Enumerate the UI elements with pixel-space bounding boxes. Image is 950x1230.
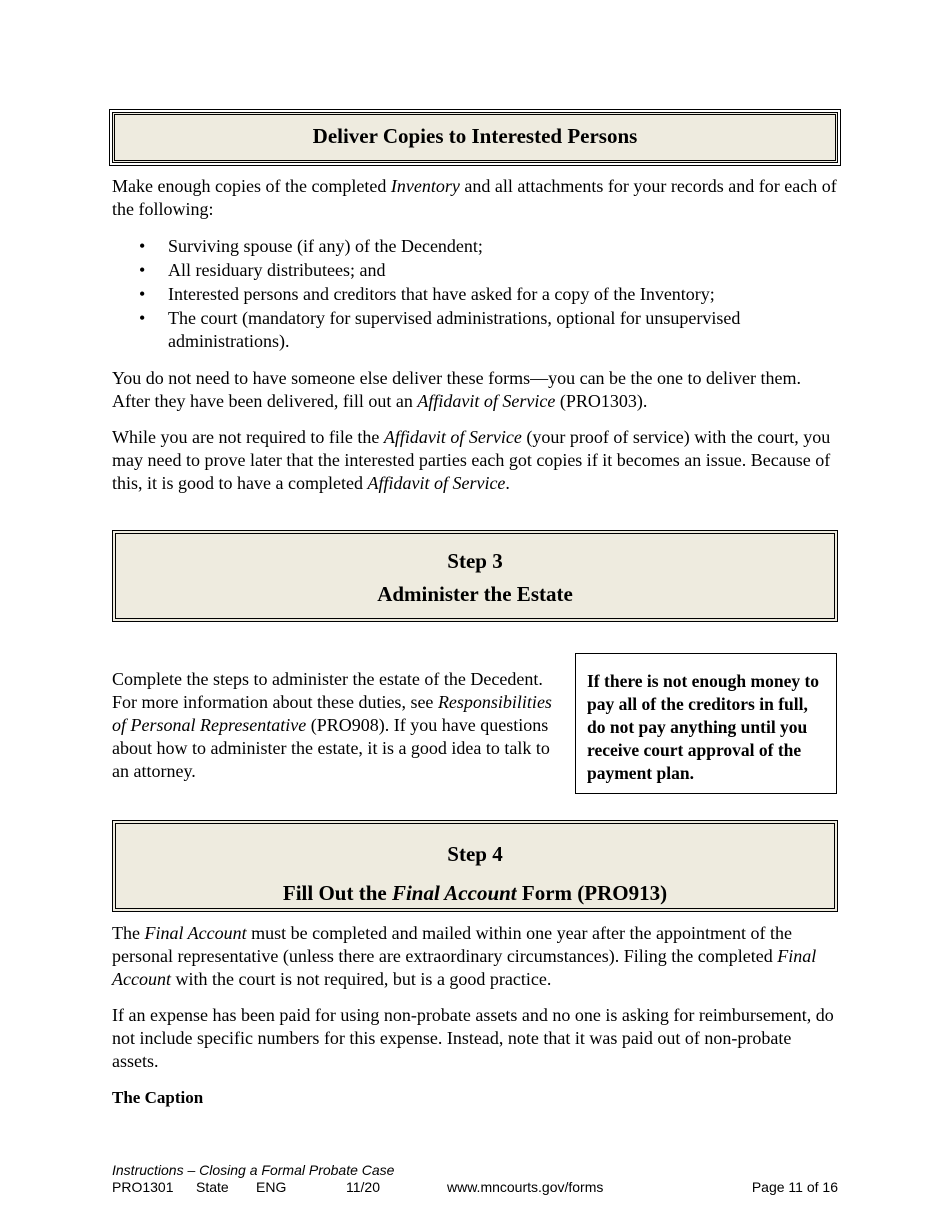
footer-title-row <box>112 1162 838 1179</box>
recipient-list <box>112 235 838 353</box>
step4-title: Fill Out the Final Account Form (PRO913) <box>282 881 668 905</box>
deliver-paragraph-2: You do not need to have someone else deliver these forms—you can be the one to deliver them. After they have been delivered, fill out an Affidavit of Service (PRO1303). <box>112 368 801 411</box>
deliver-copies-heading: Deliver Copies to Interested Persons <box>312 124 638 148</box>
bullet-icon: • <box>139 260 146 280</box>
affidavit-title: Affidavit of Service <box>417 391 556 411</box>
deliver-intro-paragraph: Make enough copies of the completed Inventory and all attachments for your records and for each of the following: <box>112 176 837 219</box>
bullet-icon: • <box>139 284 146 304</box>
affidavit-title: Affidavit of Service <box>367 473 506 493</box>
responsibilities-title: Responsibilities of Personal Representative <box>112 692 552 735</box>
step4-label: Step 4 <box>447 842 503 866</box>
step3-label: Step 3 <box>447 549 503 573</box>
list-item: • Interested persons and creditors that have asked for a copy of the Inventory; <box>139 284 715 304</box>
payment-warning-callout: If there is not enough money to pay all of the creditors in full, do not pay anything until you receive court approval of the payment plan. <box>575 653 837 794</box>
step3-title: Administer the Estate <box>377 582 573 606</box>
footer-website[interactable]: www.mncourts.gov/forms <box>447 1179 604 1195</box>
step3-heading-box <box>112 530 838 622</box>
step4-heading-box <box>112 820 838 912</box>
list-item: • Surviving spouse (if any) of the Decendent; <box>139 236 483 256</box>
footer-doc-title: Instructions – Closing a Formal Probate Case <box>112 1162 395 1178</box>
step4-paragraph-2: If an expense has been paid for using non-probate assets and no one is asking for reimbursement, do not include specific numbers for this expense. Instead, note that it was paid out of non-probate assets. <box>112 1005 834 1071</box>
footer-jurisdiction: State <box>196 1179 229 1195</box>
step3-body: Complete the steps to administer the estate of the Decedent. For more information about these duties, see Responsibilities of Personal Representative (PRO908). If you have questions about how to administer the estate, it is a good idea to talk to an attorney. <box>112 669 552 781</box>
deliver-paragraph-3: While you are not required to file the Affidavit of Service (your proof of service) with the court, you may need to prove later that the interested parties each got copies if it becomes an issue. Because of this, it is good to have a completed Affidavit of Service. <box>112 427 831 493</box>
final-account-title: Final Account <box>144 923 247 943</box>
page-footer <box>112 1162 838 1196</box>
footer-info-row <box>112 1179 838 1196</box>
affidavit-title: Affidavit of Service <box>383 427 522 447</box>
footer-language: ENG <box>256 1179 287 1195</box>
footer-page-info: Page 11 of 16 <box>751 1179 838 1195</box>
deliver-copies-heading-box <box>112 112 838 163</box>
inventory-title: Inventory <box>390 176 460 196</box>
footer-form-code: PRO1301 <box>112 1179 174 1195</box>
footer-revision: 11/20 <box>346 1179 380 1195</box>
bullet-icon: • <box>139 236 146 256</box>
caption-heading: The Caption <box>112 1088 204 1107</box>
bullet-icon: • <box>139 308 146 328</box>
final-account-title: Final Account <box>112 946 817 989</box>
step4-paragraph-1: The Final Account must be completed and mailed within one year after the appointment of the personal representative (unless there are extraordinary circumstances). Filing the completed Final Account with the court is not required, but is a good practice. <box>112 923 817 989</box>
list-item: • All residuary distributees; and <box>139 260 386 280</box>
final-account-title: Final Account <box>391 881 517 905</box>
list-item: • The court (mandatory for supervised administrations, optional for unsupervised administrations). <box>139 308 741 351</box>
